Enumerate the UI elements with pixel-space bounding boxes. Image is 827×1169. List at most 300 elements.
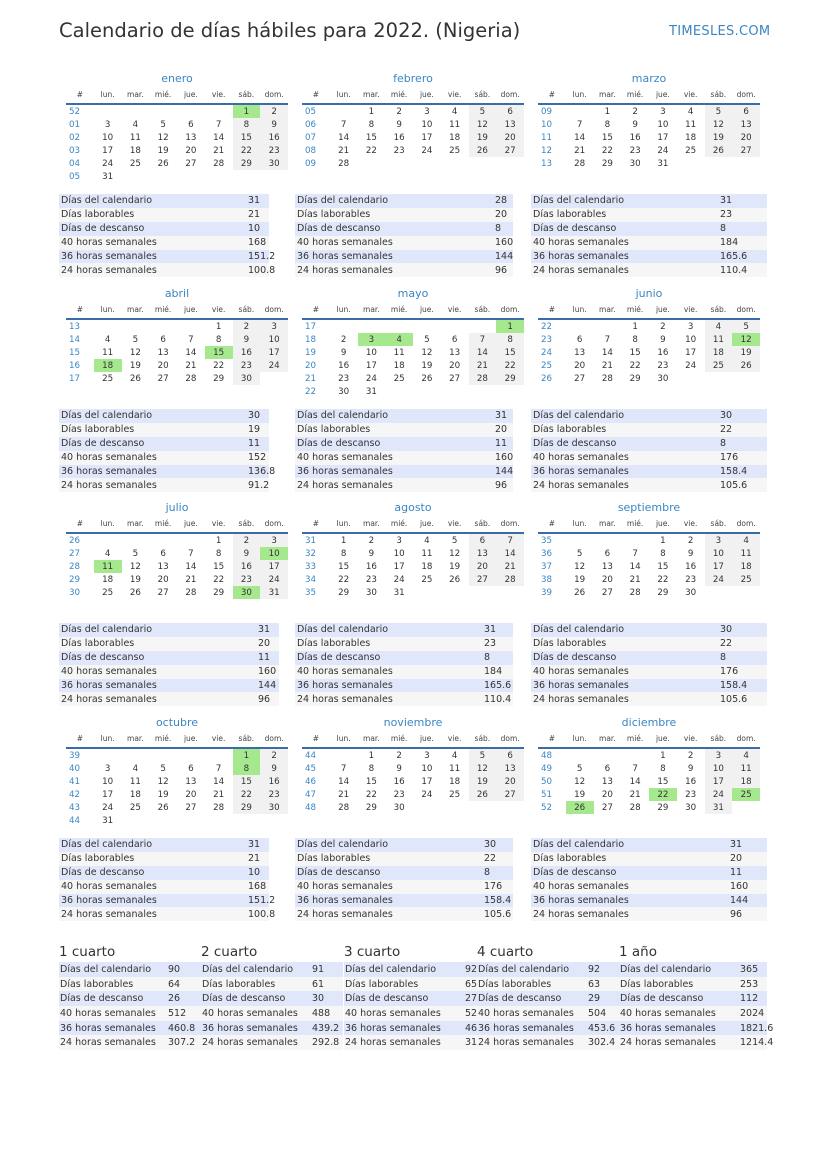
- day-cell[interactable]: 4: [451, 750, 458, 761]
- day-cell[interactable]: 6: [496, 748, 524, 762]
- day-cell[interactable]: 28: [601, 373, 613, 384]
- day-cell[interactable]: 26: [469, 788, 497, 801]
- day-cell[interactable]: 8: [660, 548, 666, 559]
- day-cell[interactable]: 25: [421, 574, 433, 585]
- day-cell[interactable]: 26: [129, 373, 141, 384]
- day-cell[interactable]: [441, 801, 469, 814]
- day-cell[interactable]: 19: [469, 131, 497, 144]
- day-cell[interactable]: 13: [157, 561, 169, 572]
- day-cell[interactable]: [149, 814, 177, 827]
- day-cell[interactable]: 22: [213, 360, 225, 371]
- day-cell[interactable]: 1: [233, 748, 261, 762]
- day-cell[interactable]: 16: [365, 561, 377, 572]
- day-cell[interactable]: 6: [576, 334, 583, 345]
- day-cell[interactable]: 29: [213, 587, 225, 598]
- day-cell[interactable]: 6: [188, 119, 194, 130]
- day-cell[interactable]: 19: [157, 145, 169, 156]
- day-cell[interactable]: 9: [340, 347, 347, 358]
- day-cell[interactable]: 24: [705, 573, 733, 586]
- day-cell[interactable]: 8: [368, 119, 375, 130]
- day-cell[interactable]: 14: [213, 132, 225, 143]
- day-cell[interactable]: 9: [660, 334, 666, 345]
- day-cell[interactable]: 4: [104, 334, 111, 345]
- day-cell[interactable]: [621, 533, 649, 547]
- day-cell[interactable]: 7: [215, 763, 222, 774]
- day-cell[interactable]: 18: [449, 776, 461, 787]
- day-cell[interactable]: [358, 157, 386, 170]
- day-cell[interactable]: 25: [102, 587, 114, 598]
- day-cell[interactable]: 1: [368, 750, 375, 761]
- day-cell[interactable]: [732, 586, 760, 599]
- day-cell[interactable]: 31: [102, 815, 114, 826]
- day-cell[interactable]: 1: [233, 104, 261, 118]
- day-cell[interactable]: [413, 801, 441, 814]
- day-cell[interactable]: 17: [102, 789, 114, 800]
- day-cell[interactable]: 6: [451, 334, 458, 345]
- day-cell[interactable]: 12: [732, 333, 760, 346]
- day-cell[interactable]: 10: [260, 333, 288, 346]
- day-cell[interactable]: 25: [393, 373, 405, 384]
- day-cell[interactable]: 11: [732, 762, 760, 775]
- day-cell[interactable]: [413, 319, 441, 333]
- day-cell[interactable]: [469, 319, 497, 333]
- day-cell[interactable]: [94, 104, 122, 118]
- day-cell[interactable]: 4: [385, 333, 413, 346]
- day-cell[interactable]: [677, 372, 705, 385]
- day-cell[interactable]: 20: [601, 574, 613, 585]
- day-cell[interactable]: 24: [421, 145, 433, 156]
- day-cell[interactable]: 1: [368, 106, 375, 117]
- day-cell[interactable]: 10: [705, 547, 733, 560]
- day-cell[interactable]: 30: [233, 372, 261, 385]
- day-cell[interactable]: 15: [338, 561, 350, 572]
- day-cell[interactable]: [469, 157, 497, 170]
- day-cell[interactable]: 22: [233, 144, 261, 157]
- day-cell[interactable]: 13: [601, 776, 613, 787]
- day-cell[interactable]: 24: [102, 158, 114, 169]
- day-cell[interactable]: [149, 170, 177, 183]
- day-cell[interactable]: [205, 170, 233, 183]
- day-cell[interactable]: 19: [574, 574, 586, 585]
- day-cell[interactable]: 3: [260, 533, 288, 547]
- day-cell[interactable]: 22: [657, 574, 669, 585]
- day-cell[interactable]: 19: [705, 131, 733, 144]
- day-cell[interactable]: 18: [685, 132, 697, 143]
- day-cell[interactable]: 13: [449, 347, 461, 358]
- day-cell[interactable]: 11: [421, 548, 433, 559]
- day-cell[interactable]: 24: [102, 802, 114, 813]
- day-cell[interactable]: 6: [160, 334, 166, 345]
- day-cell[interactable]: 21: [185, 574, 197, 585]
- day-cell[interactable]: 28: [574, 158, 586, 169]
- day-cell[interactable]: 29: [338, 587, 350, 598]
- day-cell[interactable]: 22: [649, 788, 677, 801]
- day-cell[interactable]: 6: [188, 763, 194, 774]
- day-cell[interactable]: 30: [629, 158, 641, 169]
- day-cell[interactable]: 7: [188, 334, 194, 345]
- day-cell[interactable]: [621, 748, 649, 762]
- day-cell[interactable]: [496, 157, 524, 170]
- day-cell[interactable]: 19: [469, 775, 497, 788]
- day-cell[interactable]: 16: [629, 132, 641, 143]
- day-cell[interactable]: 16: [393, 776, 405, 787]
- day-cell[interactable]: [413, 385, 441, 398]
- day-cell[interactable]: 31: [657, 158, 669, 169]
- day-cell[interactable]: [122, 170, 150, 183]
- day-cell[interactable]: 27: [732, 144, 760, 157]
- day-cell[interactable]: 27: [601, 802, 613, 813]
- day-cell[interactable]: [177, 319, 205, 333]
- day-cell[interactable]: 23: [393, 145, 405, 156]
- day-cell[interactable]: 22: [338, 574, 350, 585]
- day-cell[interactable]: 20: [469, 560, 497, 573]
- day-cell[interactable]: 31: [393, 587, 405, 598]
- day-cell[interactable]: [260, 814, 288, 827]
- day-cell[interactable]: 15: [365, 132, 377, 143]
- day-cell[interactable]: 27: [496, 144, 524, 157]
- day-cell[interactable]: 5: [469, 748, 497, 762]
- day-cell[interactable]: 24: [393, 574, 405, 585]
- day-cell[interactable]: 23: [260, 144, 288, 157]
- day-cell[interactable]: 11: [449, 763, 461, 774]
- day-cell[interactable]: 1: [215, 535, 222, 546]
- day-cell[interactable]: 17: [260, 560, 288, 573]
- day-cell[interactable]: 30: [260, 157, 288, 170]
- day-cell[interactable]: 8: [340, 548, 347, 559]
- day-cell[interactable]: 13: [732, 118, 760, 131]
- day-cell[interactable]: 26: [157, 158, 169, 169]
- day-cell[interactable]: 20: [601, 789, 613, 800]
- day-cell[interactable]: 22: [365, 789, 377, 800]
- day-cell[interactable]: 24: [365, 373, 377, 384]
- day-cell[interactable]: 2: [396, 106, 402, 117]
- day-cell[interactable]: [441, 385, 469, 398]
- day-cell[interactable]: 27: [157, 373, 169, 384]
- day-cell[interactable]: 25: [705, 359, 733, 372]
- day-cell[interactable]: 7: [469, 333, 497, 346]
- day-cell[interactable]: [358, 319, 386, 333]
- day-cell[interactable]: 6: [469, 533, 497, 547]
- day-cell[interactable]: 28: [629, 802, 641, 813]
- day-cell[interactable]: 3: [424, 750, 430, 761]
- day-cell[interactable]: 25: [129, 802, 141, 813]
- day-cell[interactable]: 14: [213, 776, 225, 787]
- day-cell[interactable]: 19: [732, 346, 760, 359]
- day-cell[interactable]: 25: [732, 788, 760, 801]
- day-cell[interactable]: 7: [576, 119, 583, 130]
- day-cell[interactable]: [122, 748, 150, 762]
- day-cell[interactable]: 15: [205, 346, 233, 359]
- day-cell[interactable]: 12: [449, 548, 461, 559]
- day-cell[interactable]: 8: [660, 763, 666, 774]
- day-cell[interactable]: 25: [685, 145, 697, 156]
- day-cell[interactable]: 13: [157, 347, 169, 358]
- day-cell[interactable]: 4: [424, 535, 430, 546]
- day-cell[interactable]: [205, 814, 233, 827]
- day-cell[interactable]: 1: [604, 106, 611, 117]
- day-cell[interactable]: [330, 319, 358, 333]
- day-cell[interactable]: 21: [629, 574, 641, 585]
- day-cell[interactable]: 26: [732, 359, 760, 372]
- day-cell[interactable]: 9: [396, 119, 402, 130]
- day-cell[interactable]: 18: [393, 360, 405, 371]
- day-cell[interactable]: 11: [705, 333, 733, 346]
- day-cell[interactable]: 14: [496, 547, 524, 560]
- day-cell[interactable]: 11: [129, 776, 141, 787]
- day-cell[interactable]: [441, 157, 469, 170]
- day-cell[interactable]: 5: [160, 763, 166, 774]
- day-cell[interactable]: 14: [469, 346, 497, 359]
- day-cell[interactable]: 5: [424, 334, 430, 345]
- day-cell[interactable]: 16: [233, 560, 261, 573]
- day-cell[interactable]: 19: [574, 789, 586, 800]
- day-cell[interactable]: 14: [185, 347, 197, 358]
- day-cell[interactable]: 2: [233, 319, 261, 333]
- day-cell[interactable]: 2: [233, 533, 261, 547]
- day-cell[interactable]: 11: [685, 119, 697, 130]
- day-cell[interactable]: 20: [449, 360, 461, 371]
- day-cell[interactable]: 15: [601, 132, 613, 143]
- day-cell[interactable]: 21: [213, 145, 225, 156]
- day-cell[interactable]: 4: [732, 748, 760, 762]
- day-cell[interactable]: 2: [260, 748, 288, 762]
- day-cell[interactable]: 19: [129, 360, 141, 371]
- day-cell[interactable]: 24: [260, 359, 288, 372]
- day-cell[interactable]: 4: [104, 548, 111, 559]
- day-cell[interactable]: 6: [732, 104, 760, 118]
- day-cell[interactable]: 3: [660, 106, 666, 117]
- day-cell[interactable]: 21: [213, 789, 225, 800]
- day-cell[interactable]: [732, 372, 760, 385]
- day-cell[interactable]: 18: [449, 132, 461, 143]
- day-cell[interactable]: 9: [260, 762, 288, 775]
- day-cell[interactable]: 5: [469, 104, 497, 118]
- day-cell[interactable]: 15: [213, 561, 225, 572]
- day-cell[interactable]: 14: [185, 561, 197, 572]
- day-cell[interactable]: 11: [449, 119, 461, 130]
- day-cell[interactable]: 1: [215, 321, 222, 332]
- day-cell[interactable]: 20: [496, 775, 524, 788]
- day-cell[interactable]: 29: [657, 802, 669, 813]
- day-cell[interactable]: 3: [396, 535, 402, 546]
- day-cell[interactable]: 31: [705, 801, 733, 814]
- day-cell[interactable]: 18: [732, 775, 760, 788]
- day-cell[interactable]: 23: [629, 145, 641, 156]
- day-cell[interactable]: 29: [213, 373, 225, 384]
- day-cell[interactable]: [260, 170, 288, 183]
- day-cell[interactable]: 6: [496, 104, 524, 118]
- day-cell[interactable]: 4: [132, 119, 139, 130]
- day-cell[interactable]: 8: [632, 334, 638, 345]
- day-cell[interactable]: 12: [574, 776, 586, 787]
- day-cell[interactable]: 2: [368, 535, 375, 546]
- day-cell[interactable]: 24: [260, 573, 288, 586]
- day-cell[interactable]: 9: [260, 118, 288, 131]
- day-cell[interactable]: 30: [685, 802, 697, 813]
- day-cell[interactable]: 9: [368, 548, 375, 559]
- day-cell[interactable]: [496, 586, 524, 599]
- day-cell[interactable]: [330, 104, 358, 118]
- day-cell[interactable]: 10: [685, 334, 697, 345]
- day-cell[interactable]: [122, 319, 150, 333]
- day-cell[interactable]: [594, 748, 622, 762]
- day-cell[interactable]: 19: [129, 574, 141, 585]
- day-cell[interactable]: 16: [393, 132, 405, 143]
- day-cell[interactable]: 17: [685, 347, 697, 358]
- day-cell[interactable]: 24: [705, 788, 733, 801]
- day-cell[interactable]: 18: [129, 789, 141, 800]
- day-cell[interactable]: [566, 748, 594, 762]
- day-cell[interactable]: 1: [660, 750, 666, 761]
- day-cell[interactable]: 22: [213, 574, 225, 585]
- day-cell[interactable]: 15: [233, 131, 261, 144]
- day-cell[interactable]: 5: [576, 763, 583, 774]
- day-cell[interactable]: 26: [469, 144, 497, 157]
- day-cell[interactable]: 25: [129, 158, 141, 169]
- day-cell[interactable]: 4: [132, 763, 139, 774]
- day-cell[interactable]: [413, 157, 441, 170]
- day-cell[interactable]: 11: [129, 132, 141, 143]
- day-cell[interactable]: [260, 372, 288, 385]
- day-cell[interactable]: 29: [657, 587, 669, 598]
- day-cell[interactable]: 2: [687, 750, 694, 761]
- day-cell[interactable]: 2: [660, 321, 666, 332]
- day-cell[interactable]: 29: [365, 802, 377, 813]
- day-cell[interactable]: 14: [601, 347, 613, 358]
- day-cell[interactable]: 29: [233, 157, 261, 170]
- day-cell[interactable]: 31: [365, 386, 377, 397]
- day-cell[interactable]: 17: [365, 360, 377, 371]
- day-cell[interactable]: 13: [496, 118, 524, 131]
- day-cell[interactable]: 1: [496, 319, 524, 333]
- day-cell[interactable]: [149, 104, 177, 118]
- day-cell[interactable]: 28: [338, 158, 350, 169]
- day-cell[interactable]: 15: [657, 561, 669, 572]
- day-cell[interactable]: 9: [233, 333, 261, 346]
- day-cell[interactable]: 28: [496, 573, 524, 586]
- day-cell[interactable]: 7: [215, 119, 222, 130]
- day-cell[interactable]: 18: [732, 560, 760, 573]
- day-cell[interactable]: 26: [566, 801, 594, 814]
- day-cell[interactable]: [177, 170, 205, 183]
- day-cell[interactable]: 3: [358, 333, 386, 346]
- day-cell[interactable]: 15: [233, 775, 261, 788]
- day-cell[interactable]: 21: [496, 560, 524, 573]
- day-cell[interactable]: [385, 385, 413, 398]
- day-cell[interactable]: [385, 157, 413, 170]
- day-cell[interactable]: 26: [574, 587, 586, 598]
- day-cell[interactable]: 1: [340, 535, 347, 546]
- day-cell[interactable]: 13: [601, 561, 613, 572]
- day-cell[interactable]: 16: [685, 561, 697, 572]
- day-cell[interactable]: 14: [338, 132, 350, 143]
- day-cell[interactable]: 3: [687, 321, 694, 332]
- day-cell[interactable]: [496, 801, 524, 814]
- day-cell[interactable]: 8: [368, 763, 375, 774]
- day-cell[interactable]: 7: [604, 334, 611, 345]
- day-cell[interactable]: 5: [732, 319, 760, 333]
- day-cell[interactable]: [94, 319, 122, 333]
- day-cell[interactable]: 23: [393, 789, 405, 800]
- day-cell[interactable]: 23: [233, 359, 261, 372]
- day-cell[interactable]: [330, 748, 358, 762]
- day-cell[interactable]: [149, 319, 177, 333]
- day-cell[interactable]: [177, 814, 205, 827]
- day-cell[interactable]: [732, 801, 760, 814]
- day-cell[interactable]: 8: [215, 548, 222, 559]
- day-cell[interactable]: 16: [338, 360, 350, 371]
- day-cell[interactable]: 18: [102, 574, 114, 585]
- day-cell[interactable]: 7: [632, 763, 638, 774]
- day-cell[interactable]: 14: [338, 776, 350, 787]
- day-cell[interactable]: 23: [685, 789, 697, 800]
- day-cell[interactable]: 16: [260, 775, 288, 788]
- day-cell[interactable]: [233, 170, 261, 183]
- day-cell[interactable]: 30: [338, 386, 350, 397]
- day-cell[interactable]: [705, 586, 733, 599]
- day-cell[interactable]: 28: [185, 587, 197, 598]
- day-cell[interactable]: 2: [632, 106, 638, 117]
- brand-link[interactable]: TIMESLES.COM: [669, 24, 771, 39]
- day-cell[interactable]: 17: [705, 775, 733, 788]
- day-cell[interactable]: 10: [102, 132, 114, 143]
- day-cell[interactable]: 2: [260, 104, 288, 118]
- day-cell[interactable]: [705, 372, 733, 385]
- day-cell[interactable]: 22: [629, 360, 641, 371]
- day-cell[interactable]: 11: [732, 547, 760, 560]
- day-cell[interactable]: [149, 533, 177, 547]
- day-cell[interactable]: 16: [685, 776, 697, 787]
- day-cell[interactable]: 12: [705, 118, 733, 131]
- day-cell[interactable]: 14: [629, 561, 641, 572]
- day-cell[interactable]: 9: [687, 763, 694, 774]
- day-cell[interactable]: 10: [421, 119, 433, 130]
- day-cell[interactable]: 21: [469, 359, 497, 372]
- day-cell[interactable]: 22: [365, 145, 377, 156]
- day-cell[interactable]: 17: [421, 776, 433, 787]
- day-cell[interactable]: 12: [157, 132, 169, 143]
- day-cell[interactable]: [732, 157, 760, 170]
- day-cell[interactable]: [469, 801, 497, 814]
- day-cell[interactable]: 8: [233, 118, 261, 131]
- day-cell[interactable]: 7: [340, 119, 347, 130]
- day-cell[interactable]: 21: [338, 145, 350, 156]
- day-cell[interactable]: 7: [340, 763, 347, 774]
- day-cell[interactable]: 11: [393, 347, 405, 358]
- day-cell[interactable]: 24: [657, 145, 669, 156]
- day-cell[interactable]: 15: [365, 776, 377, 787]
- day-cell[interactable]: 18: [705, 346, 733, 359]
- day-cell[interactable]: 20: [574, 360, 586, 371]
- day-cell[interactable]: 20: [185, 789, 197, 800]
- day-cell[interactable]: 19: [449, 561, 461, 572]
- day-cell[interactable]: 30: [657, 373, 669, 384]
- day-cell[interactable]: 23: [260, 788, 288, 801]
- day-cell[interactable]: 23: [338, 373, 350, 384]
- day-cell[interactable]: 17: [421, 132, 433, 143]
- day-cell[interactable]: 2: [340, 334, 347, 345]
- day-cell[interactable]: [441, 319, 469, 333]
- day-cell[interactable]: 23: [233, 573, 261, 586]
- day-cell[interactable]: 9: [396, 763, 402, 774]
- day-cell[interactable]: 5: [576, 548, 583, 559]
- day-cell[interactable]: 10: [657, 119, 669, 130]
- day-cell[interactable]: 29: [601, 158, 613, 169]
- day-cell[interactable]: 21: [338, 789, 350, 800]
- day-cell[interactable]: [469, 586, 497, 599]
- day-cell[interactable]: 27: [574, 373, 586, 384]
- day-cell[interactable]: 26: [157, 802, 169, 813]
